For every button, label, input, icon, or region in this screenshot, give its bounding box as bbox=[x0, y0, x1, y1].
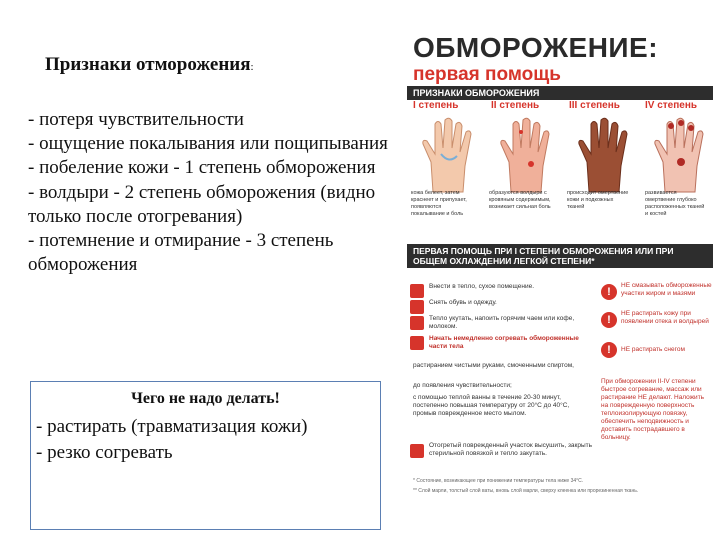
bandage-icon bbox=[410, 444, 424, 458]
warning-icon: ! bbox=[601, 284, 617, 300]
degree-1-desc: кожа белеет, затем краснеет и припухает, появляются покалывание и боль bbox=[411, 190, 467, 217]
warning-icon: ! bbox=[601, 342, 617, 358]
dont-box bbox=[30, 381, 381, 530]
step-4: Начать немедленно согревать обмороженные части тела bbox=[429, 335, 579, 350]
frostbite-poster bbox=[405, 28, 715, 520]
step-3: Тепло укутать, напоить горячим чаем или кофе, молоком. bbox=[429, 315, 575, 330]
warning-2: НЕ растирать кожу при появлении отека и волдырей bbox=[621, 310, 709, 325]
degree-4-desc: развивается омертвение глубоко расположенных тканей и костей bbox=[645, 190, 705, 217]
house-icon bbox=[410, 284, 424, 298]
degree-3-label: III степень bbox=[569, 100, 620, 111]
signs-bar: ПРИЗНАКИ ОБМОРОЖЕНИЯ bbox=[407, 86, 713, 100]
dont-list: - растирать (травматизация кожи) - резко согревать bbox=[36, 416, 308, 463]
step-7: с помощью теплой ванны в течение 20-30 минут, постепенно повышая температуру от 20°С до 40°С, промыв поврежденное место мылом. bbox=[413, 394, 570, 417]
cup-icon bbox=[410, 316, 424, 330]
warning-3: НЕ растирать снегом bbox=[621, 346, 685, 353]
step-8: Отогретый поврежденный участок высушить, закрыть стерильной повязкой и тепло закутать. bbox=[429, 442, 593, 457]
degree-2-label: II степень bbox=[491, 100, 540, 111]
hand-degree-1-icon bbox=[419, 114, 479, 194]
degree-4-label: IV степень bbox=[645, 100, 698, 111]
poster-subtitle: первая помощь bbox=[413, 64, 561, 85]
warning-icon: ! bbox=[601, 312, 617, 328]
title-colon: : bbox=[250, 61, 254, 73]
step-1: Внести в тепло, сухое помещение. bbox=[429, 283, 535, 290]
degree-3-desc: происходит омертвение кожи и подкожных тканей bbox=[567, 190, 629, 210]
page-title bbox=[45, 54, 254, 76]
hand-degree-2-icon bbox=[497, 114, 557, 194]
warm-icon bbox=[410, 336, 424, 350]
clothes-icon bbox=[410, 300, 424, 314]
step-5: растиранием чистыми руками, смоченными спиртом, bbox=[413, 362, 574, 369]
severe-note: При обморожении II-IV степени быстрое согревание, массаж или растирание НЕ делают. Наложить на поврежденную поверхность теплоизолирующую повязку, обеспечить неподвижность и доставить пострадавшего в больницу. bbox=[601, 378, 705, 441]
footnote-2: ** Слой марли, толстый слой ваты, вновь слой марли, сверху клеенка или прорезиненная ткань. bbox=[413, 488, 639, 494]
degree-2-desc: образуются волдыри с кровяным содержимым, возникает сильная боль bbox=[489, 190, 551, 210]
hand-degree-3-icon bbox=[575, 114, 635, 194]
step-6: до появления чувствительности; bbox=[413, 382, 512, 389]
signs-list: - потеря чувствительности - ощущение покалывания или пощипывания - побеление кожи - 1 степень обморожения - волдыри - 2 степень обморожения (видно только после отогревания) - потемнение и отмирание - 3 степень обморожения bbox=[28, 109, 388, 276]
hand-degree-4-icon bbox=[651, 114, 711, 194]
poster-title: ОБМОРОЖЕНИЕ: bbox=[413, 32, 659, 63]
step-2: Снять обувь и одежду. bbox=[429, 299, 497, 306]
warning-1: НЕ смазывать обмороженные участки жиром и мазями bbox=[621, 282, 712, 297]
footnote-1: * Состояние, возникающее при понижении температуры тела ниже 34°С. bbox=[413, 478, 584, 484]
dont-title: Чего не надо делать! bbox=[131, 390, 280, 407]
page-title-text: Признаки отморожения bbox=[45, 54, 251, 75]
degree-1-label: I степень bbox=[413, 100, 459, 111]
first-aid-band: ПЕРВАЯ ПОМОЩЬ ПРИ I СТЕПЕНИ ОБМОРОЖЕНИЯ ИЛИ ПРИ ОБЩЕМ ОХЛАЖДЕНИИ ЛЕГКОЙ СТЕПЕНИ* bbox=[407, 244, 713, 268]
